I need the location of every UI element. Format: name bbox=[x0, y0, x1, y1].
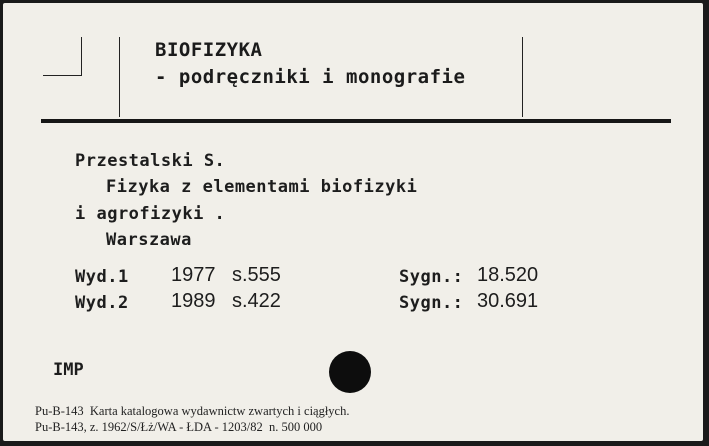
subject-heading: BIOFIZYKA bbox=[155, 39, 263, 61]
edition-label: Wyd.1 bbox=[75, 267, 129, 287]
catalog-card bbox=[3, 3, 703, 441]
title-line-2: i agrofizyki . bbox=[75, 204, 226, 224]
title-line-1: Fizyka z elementami biofizyki bbox=[106, 177, 418, 197]
signature-number: 30.691 bbox=[477, 290, 539, 312]
signature-label: Sygn.: bbox=[399, 267, 464, 287]
publication-place: Warszawa bbox=[106, 230, 192, 250]
signature-label: Sygn.: bbox=[399, 293, 464, 313]
edition-pages: s.422 bbox=[232, 290, 281, 312]
edition-label: Wyd.2 bbox=[75, 293, 129, 313]
footer-line-1: Pu-B-143 Karta katalogowa wydawnictw zwartych i ciągłych. bbox=[35, 404, 350, 418]
edition-year: 1989 bbox=[171, 290, 216, 312]
signature-number: 18.520 bbox=[477, 264, 539, 286]
imp-mark: IMP bbox=[53, 360, 84, 380]
header-rule bbox=[41, 119, 671, 123]
punch-hole bbox=[329, 351, 371, 393]
author: Przestalski S. bbox=[75, 151, 226, 171]
edition-year: 1977 bbox=[171, 264, 216, 286]
edition-pages: s.555 bbox=[232, 264, 281, 286]
subject-subheading: - podręczniki i monografie bbox=[155, 66, 466, 88]
footer-line-2: Pu-B-143, z. 1962/S/Łż/WA - ŁDA - 1203/82 n. 500 000 bbox=[35, 420, 323, 434]
corner-tab-mark bbox=[43, 37, 82, 76]
